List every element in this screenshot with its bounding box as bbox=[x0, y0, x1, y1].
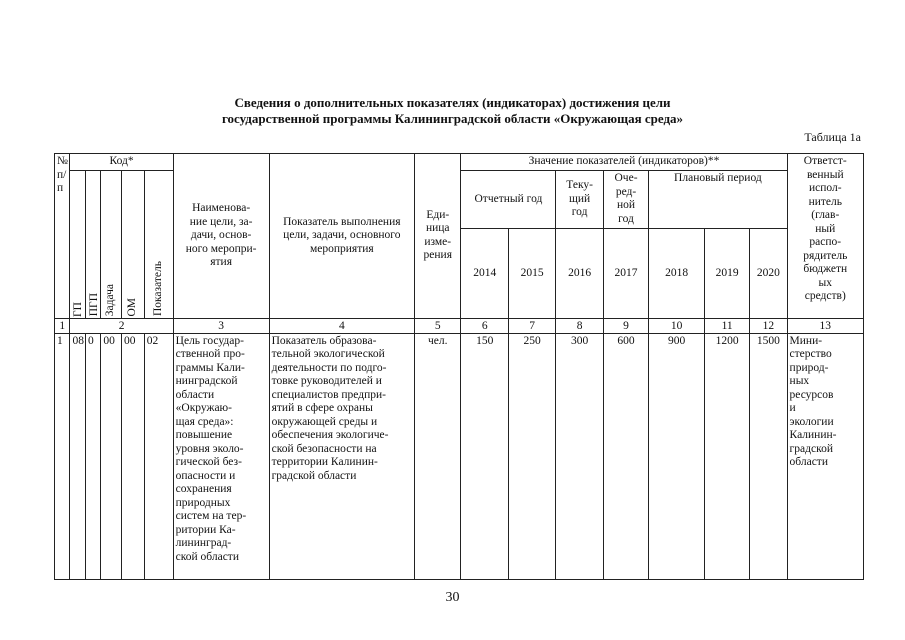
year-2016: 2016 bbox=[556, 229, 603, 318]
header-om-label: ОМ bbox=[126, 297, 139, 317]
indicators-table bbox=[54, 153, 864, 580]
header-indicator-label: Показатель bbox=[151, 261, 164, 317]
col-number: 8 bbox=[556, 318, 603, 333]
row-pgp: 0 bbox=[85, 333, 100, 579]
header-code: Код* bbox=[70, 154, 173, 171]
row-om: 00 bbox=[122, 333, 145, 579]
row-unit: чел. bbox=[415, 333, 461, 579]
col-number: 9 bbox=[603, 318, 648, 333]
year-2020: 2020 bbox=[750, 229, 787, 318]
col-number: 13 bbox=[787, 318, 863, 333]
header-pgp-label: ПГП bbox=[87, 293, 100, 317]
col-number: 10 bbox=[649, 318, 705, 333]
header-current-year: Теку- щий год bbox=[556, 170, 603, 229]
header-row-1 bbox=[55, 154, 864, 171]
header-name: Наименова- ние цели, за- дачи, основ- ного меропри- ятия bbox=[173, 154, 269, 319]
row-name: Цель государ- ственной про- граммы Кали- нинградской области «Окружаю- щая среда»: повышение уровня эколо- гической без- опасности и сохранения природных систем на тер- ритории Ка- лининград- ской области bbox=[173, 333, 269, 579]
year-2018: 2018 bbox=[649, 229, 705, 318]
row-responsible: Мини- стерство природ- ных ресурсов и экологии Калинин- градской области bbox=[787, 333, 863, 579]
col-number: 7 bbox=[508, 318, 555, 333]
document-title bbox=[0, 95, 905, 127]
row-value-2014: 150 bbox=[461, 333, 508, 579]
year-2015: 2015 bbox=[508, 229, 555, 318]
header-gp-label: ГП bbox=[72, 301, 85, 317]
header-plan-period: Плановый период bbox=[649, 170, 787, 229]
year-2014: 2014 bbox=[461, 229, 508, 318]
col-number: 3 bbox=[173, 318, 269, 333]
row-value-2018: 900 bbox=[649, 333, 705, 579]
col-number: 1 bbox=[55, 318, 70, 333]
header-unit: Еди- ница изме- рения bbox=[415, 154, 461, 319]
header-report-year: Отчетный год bbox=[461, 170, 556, 229]
year-2017: 2017 bbox=[603, 229, 648, 318]
header-responsible: Ответст- венный испол- нитель (глав- ный распо- рядитель бюджетн ых средств) bbox=[787, 154, 863, 319]
col-number: 5 bbox=[415, 318, 461, 333]
row-performance: Показатель образова- тельной экологической деятельности по подго- товке руководителей и специалистов предпри- ятий в сфере охраны окружающей среды и обеспечения экологиче- ской безопасности на территории Калинин- градской области bbox=[269, 333, 414, 579]
row-value-2020: 1500 bbox=[750, 333, 787, 579]
row-value-2019: 1200 bbox=[704, 333, 749, 579]
header-om bbox=[122, 170, 145, 318]
column-number-row bbox=[55, 318, 864, 333]
year-2019: 2019 bbox=[704, 229, 749, 318]
row-gp: 08 bbox=[70, 333, 85, 579]
header-num: № п/ п bbox=[55, 154, 70, 319]
col-number: 12 bbox=[750, 318, 787, 333]
title-line-1: Сведения о дополнительных показателях (индикаторах) достижения цели bbox=[234, 95, 671, 110]
row-number: 1 bbox=[55, 333, 70, 579]
row-value-2016: 300 bbox=[556, 333, 603, 579]
header-task bbox=[101, 170, 122, 318]
col-number: 4 bbox=[269, 318, 414, 333]
header-gp bbox=[70, 170, 85, 318]
header-values: Значение показателей (индикаторов)** bbox=[461, 154, 787, 171]
row-task: 00 bbox=[101, 333, 122, 579]
row-indicator: 02 bbox=[144, 333, 173, 579]
header-indicator bbox=[144, 170, 173, 318]
table-label: Таблица 1а bbox=[804, 130, 861, 144]
header-performance: Показатель выполнения цели, задачи, основного мероприятия bbox=[269, 154, 414, 319]
table-row bbox=[55, 333, 864, 579]
row-value-2015: 250 bbox=[508, 333, 555, 579]
title-line-2: государственной программы Калининградской области «Окружающая среда» bbox=[221, 111, 684, 126]
col-number: 6 bbox=[461, 318, 508, 333]
header-task-label: Задача bbox=[104, 284, 117, 317]
col-number: 2 bbox=[70, 318, 173, 333]
col-number: 11 bbox=[704, 318, 749, 333]
header-pgp bbox=[85, 170, 100, 318]
page-number: 30 bbox=[445, 590, 460, 605]
header-next-year: Оче- ред- ной год bbox=[603, 170, 648, 229]
row-value-2017: 600 bbox=[603, 333, 648, 579]
